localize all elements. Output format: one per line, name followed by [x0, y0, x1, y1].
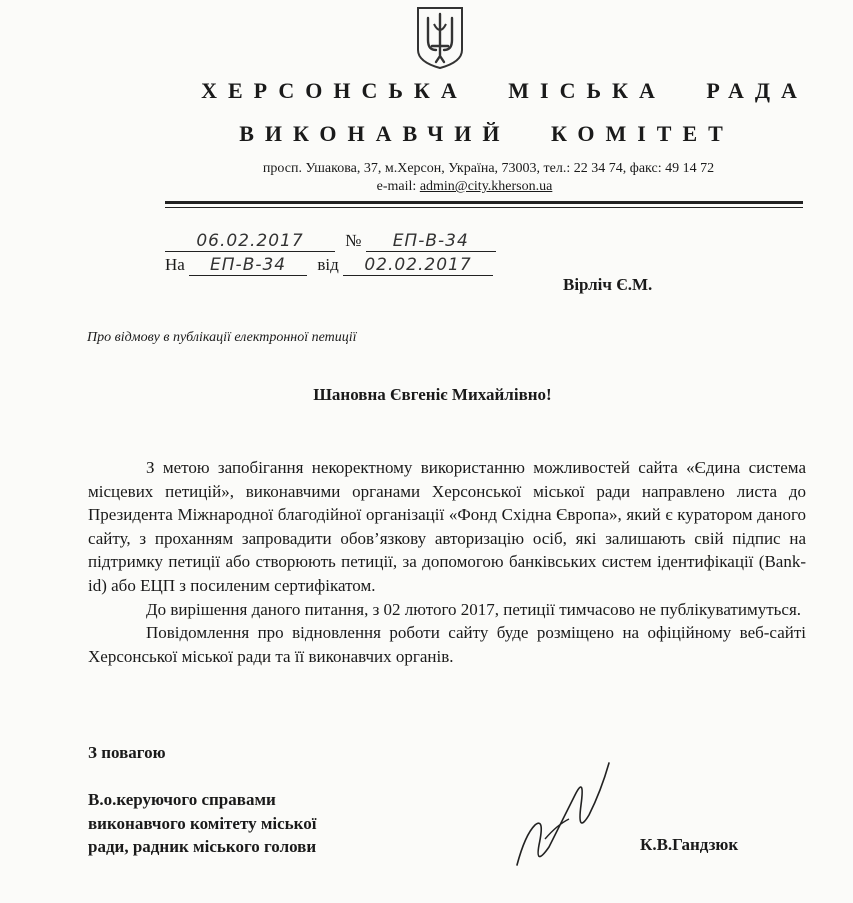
registration-line-1	[165, 231, 496, 252]
body-paragraph: З метою запобігання некоректному використанню можливостей сайта «Єдина система місцевих петицій», виконавчими органами Херсонської міської ради направлено листа до Президента Міжнародної благодійної організації «Фонд Східна Європа», який є куратором даного сайту, з проханням запровадити обов’язкову авторизацію осіб, які залишають свій підпис на підтримку петиції або створюють петиції, за допомогою банківських систем ідентифікації (Bank-id) або ЕЦП з посиленим сертифікатом.	[88, 458, 806, 595]
salutation: Шановна Євгеніє Михайлівно!	[313, 385, 552, 404]
signer-position	[88, 788, 316, 859]
position-line: виконавчого комітету міської	[88, 813, 317, 833]
trident-emblem-icon	[414, 6, 466, 70]
org-email	[38, 178, 853, 196]
body-paragraph: До вирішення даного питання, з 02 лютого 2017, петиції тимчасово не публікуватимуться.	[146, 599, 802, 619]
signer-name: К.В.Гандзюк	[640, 835, 739, 854]
ref-date: 02.02.2017	[343, 255, 493, 276]
position-line: В.о.керуючого справами	[88, 790, 276, 809]
number-label: №	[345, 231, 362, 250]
org-address: просп. Ушакова, 37, м.Херсон, Україна, 73003, тел.: 22 34 74, факс: 49 14 72	[262, 161, 715, 176]
body-paragraph: Повідомлення про відновлення роботи сайту буде розміщено на офіційному веб-сайті Херсонської міської ради та її виконавчих органів.	[88, 623, 806, 666]
letter-subject: Про відмову в публікації електронної петиції	[87, 330, 357, 345]
outgoing-number: ЕП-В-34	[366, 231, 496, 252]
header-rule-thick	[165, 201, 803, 204]
handwritten-signature	[505, 755, 625, 875]
ref-label: На	[165, 255, 185, 274]
org-subtitle: ВИКОНАВЧИЙ КОМІТЕТ	[239, 121, 734, 146]
position-line: ради, радник міського голови	[88, 837, 317, 856]
ref-number: ЕП-В-34	[189, 255, 307, 276]
addressee: Вірліч Є.М.	[563, 275, 653, 294]
org-name: ХЕРСОНСЬКА МІСЬКА РАДА	[201, 78, 808, 103]
registration-line-2	[165, 255, 493, 276]
email-label: e-mail:	[376, 179, 417, 194]
email-link[interactable]: admin@city.kherson.ua	[419, 179, 553, 194]
closing-regards: З повагою	[88, 743, 166, 762]
header-rule-thin	[165, 207, 803, 208]
letter-body	[88, 456, 806, 668]
from-label: від	[317, 255, 339, 274]
outgoing-date: 06.02.2017	[165, 231, 335, 252]
